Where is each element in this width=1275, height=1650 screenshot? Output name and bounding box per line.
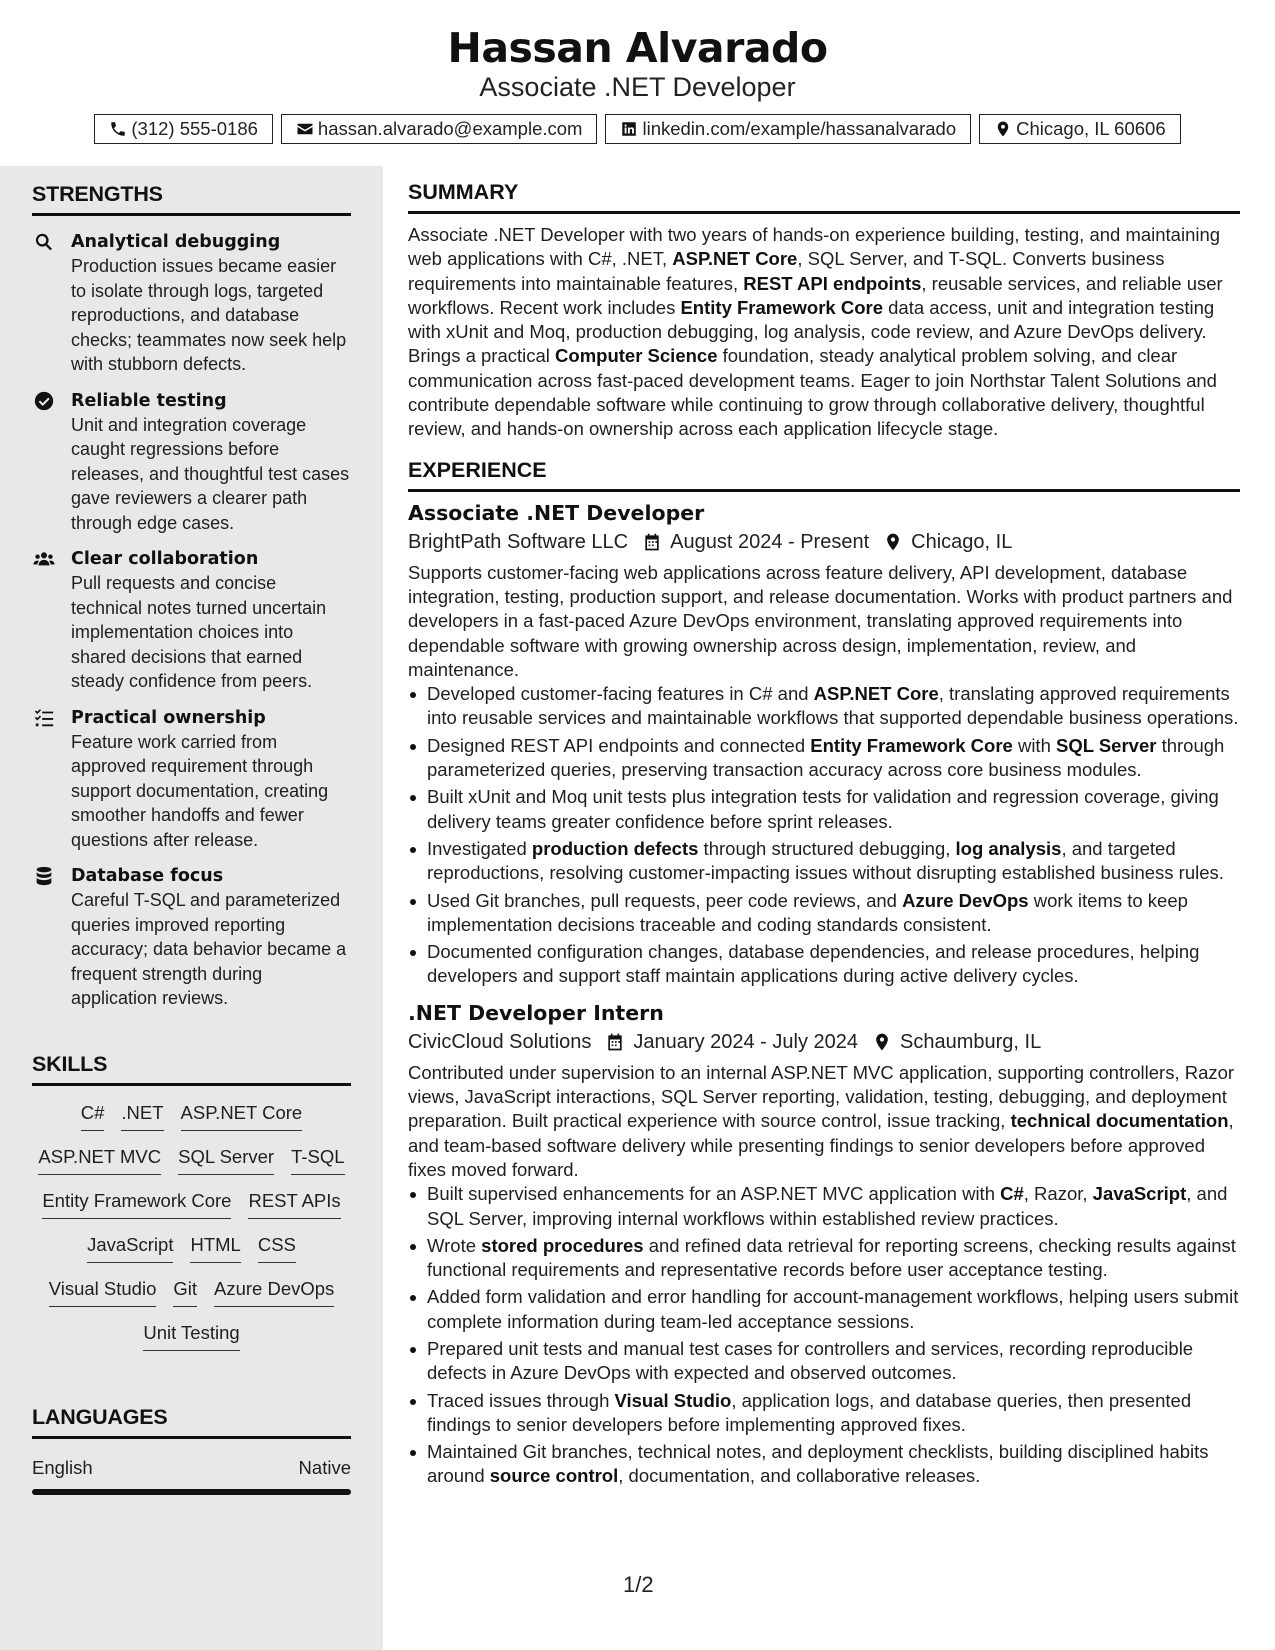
bullet-item: Investigated production defects through structured debugging, log analysis, and targeted reproductions, resolving customer-impacting issues without disrupting established business rules. [408,837,1240,886]
linkedin-icon [620,120,638,138]
bullet-item: Traced issues through Visual Studio, application logs, and database queries, then presented findings to senior developers before implementing approved fixes. [408,1389,1240,1438]
skill-tag: SQL Server [178,1145,274,1175]
page-number: 1/2 [623,1572,654,1597]
skill-tag: Git [173,1277,197,1307]
map-pin-icon [994,120,1012,138]
job-description: Contributed under supervision to an internal ASP.NET MVC application, supporting controllers, Razor views, JavaScript interactions, SQL Server reporting, validation, testing, debugging, and deployment preparation. Built practical experience with source control, issue tracking, technical documentation, and team-based software delivery while presenting findings to senior developers before approved fixes moved forward. [408,1061,1235,1180]
bullet-item: Built supervised enhancements for an ASP.NET MVC application with C#, Razor, JavaScript, and SQL Server, improving internal workflows within established review practices. [408,1182,1240,1231]
job-description: Supports customer-facing web applications across feature delivery, API development, database integration, testing, production support, and release documentation. Works with product partners and developers in a fast-paced Azure DevOps environment, translating approved requirements into dependable software with growing ownership across design, implementation, review, and maintenance. [408,561,1233,680]
list-check-icon [33,707,55,729]
job-dates: January 2024 - July 2024 [633,1030,859,1053]
main-column [408,180,1240,1492]
job-entry [408,499,1240,989]
skill-tag: .NET [121,1101,163,1131]
map-pin-icon [872,1032,892,1052]
phone-text: (312) 555-0186 [131,118,258,139]
emphasis-text: SQL Server [1056,734,1157,756]
emphasis-text: REST API endpoints [743,272,922,294]
language-name: English [32,1457,93,1478]
strength-title: Clear collaboration [71,549,259,569]
emphasis-text: stored procedures [481,1234,644,1256]
bullet-item: Used Git branches, pull requests, peer code reviews, and Azure DevOps work items to keep implementation decisions traceable and coding standards consistent. [408,889,1240,938]
strength-title: Reliable testing [71,390,227,411]
strengths-heading: STRENGTHS [32,182,351,216]
emphasis-text: Entity Framework Core [810,734,1013,756]
emphasis-text: Entity Framework Core [680,296,883,318]
emphasis-text: log analysis [955,837,1062,859]
job-bullets [408,1182,1240,1489]
strength-desc: Unit and integration coverage caught regressions before releases, and thoughtful test cases gave reviewers a clearer path through edge cases. [71,414,350,533]
languages-section [32,1405,351,1495]
emphasis-text: ASP.NET Core [813,683,939,705]
job-bullets [408,682,1240,989]
skill-tag: ASP.NET Core [181,1101,303,1131]
skills-heading: SKILLS [32,1052,351,1086]
database-icon [33,865,55,887]
strength-desc: Production issues became easier to isolate through logs, targeted reproductions, and database checks; teammates now seek help with stubborn defects. [71,256,347,374]
skills-section [32,1052,351,1351]
skill-tag: REST APIs [248,1189,340,1219]
language-level: Native [298,1457,351,1478]
skill-tag: Entity Framework Core [42,1189,231,1219]
summary-text: Associate .NET Developer with two years of hands-on experience building, testing, and maintaining web applications with C#, .NET, ASP.NET Core, SQL Server, and T-SQL. Converts business requirements into maintainable features, REST API endpoints, reusable services, and reliable user workflows. Recent work includes Entity Framework Core data access, unit and integration testing with xUnit and Moq, production debugging, log analysis, code review, and Azure DevOps delivery. Brings a practical Computer Science foundation, steady analytical problem solving, and clear communication across fast-paced development teams. Eager to join Northstar Talent Solutions and contribute dependable software while continuing to grow through collaborative delivery, thoughtful review, and hands-on ownership across each application lifecycle stage. [408,224,1223,440]
skill-tag: CSS [258,1233,296,1263]
bullet-item: Built xUnit and Moq unit tests plus integration tests for validation and regression coverage, giving delivery teams greater confidence before sprint releases. [408,785,1240,834]
envelope-icon [296,120,314,138]
emphasis-text: C# [1000,1183,1024,1205]
job-company: CivicCloud Solutions [408,1030,592,1053]
candidate-title: Associate .NET Developer [479,72,796,102]
summary-heading: SUMMARY [408,180,1240,214]
contact-linkedin[interactable] [605,114,971,144]
job-entry [408,999,1240,1489]
bullet-item: Designed REST API endpoints and connected Entity Framework Core with SQL Server through parameterized queries, preserving transaction accuracy across core business modules. [408,734,1240,783]
strength-item [32,230,351,377]
languages-heading: LANGUAGES [32,1405,351,1439]
skills-list [32,1101,351,1351]
job-meta [408,527,1240,557]
skill-tag: Visual Studio [49,1277,157,1307]
contact-email[interactable] [281,114,598,144]
emphasis-text: source control [489,1465,619,1487]
contact-phone[interactable] [94,114,273,144]
job-title: .NET Developer Intern [408,1000,664,1025]
contact-location [979,114,1180,144]
skill-tag: C# [81,1101,105,1131]
strengths-section [32,182,351,1011]
skill-tag: Azure DevOps [214,1277,334,1307]
skill-tag: JavaScript [87,1233,173,1263]
calendar-icon [605,1032,625,1052]
bullet-item: Wrote stored procedures and refined data retrieval for reporting screens, checking results against functional requirements and representative records before user acceptance testing. [408,1234,1240,1283]
sidebar [0,166,383,1650]
strength-item [32,547,351,694]
job-dates: August 2024 - Present [670,530,870,553]
contact-bar [0,114,1275,144]
strength-desc: Feature work carried from approved requirement through support documentation, creating smoother handoffs and fewer questions after release. [71,731,329,850]
strength-desc: Pull requests and concise technical notes turned uncertain implementation choices into shared decisions that earned steady confidence from peers. [71,573,327,691]
language-row [32,1457,351,1479]
strength-desc: Careful T-SQL and parameterized queries improved reporting accuracy; data behavior became a frequent strength during application reviews. [71,890,347,1008]
emphasis-text: Computer Science [555,345,718,367]
language-proficiency-bar [32,1489,351,1495]
skill-tag: HTML [190,1233,240,1263]
experience-heading: EXPERIENCE [408,458,1240,492]
check-circle-icon [33,390,55,412]
strength-title: Database focus [71,866,224,886]
resume-header [0,22,1275,144]
strength-title: Practical ownership [71,707,266,728]
linkedin-text: linkedin.com/example/hassanalvarado [642,118,957,139]
search-icon [33,231,55,253]
job-meta [408,1027,1240,1057]
users-icon [33,548,55,570]
skill-tag: T-SQL [291,1145,344,1175]
job-location: Chicago, IL [911,530,1013,553]
phone-icon [109,120,127,138]
map-pin-icon [883,532,903,552]
emphasis-text: production defects [531,837,699,859]
bullet-item: Developed customer-facing features in C# and ASP.NET Core, translating approved requirements into reusable services and maintainable workflows that supported dependable business operations. [408,682,1240,731]
strength-item [32,864,351,1011]
job-location: Schaumburg, IL [900,1030,1042,1053]
strength-item [32,389,351,536]
emphasis-text: Azure DevOps [902,889,1029,911]
job-title: Associate .NET Developer [408,500,705,525]
strength-item [32,706,351,853]
candidate-name: Hassan Alvarado [447,24,828,72]
skill-tag: ASP.NET MVC [38,1145,161,1175]
emphasis-text: JavaScript [1092,1183,1187,1205]
location-text: Chicago, IL 60606 [1016,118,1166,139]
bullet-item: Documented configuration changes, database dependencies, and release procedures, helping developers and support staff maintain applications during active delivery cycles. [408,940,1240,989]
job-company: BrightPath Software LLC [408,530,629,553]
emphasis-text: ASP.NET Core [672,248,798,270]
calendar-icon [642,532,662,552]
bullet-item: Added form validation and error handling for account-management workflows, helping users submit complete information during team-led acceptance sessions. [408,1285,1240,1334]
email-text: hassan.alvarado@example.com [317,118,583,139]
bullet-item: Maintained Git branches, technical notes, and deployment checklists, building disciplined habits around source control, documentation, and collaborative releases. [408,1440,1240,1489]
emphasis-text: technical documentation [1010,1110,1229,1132]
skill-tag: Unit Testing [143,1321,239,1351]
bullet-item: Prepared unit tests and manual test cases for controllers and services, recording reproducible defects in Azure DevOps with expected and observed outcomes. [408,1337,1240,1386]
strength-title: Analytical debugging [71,232,281,252]
emphasis-text: Visual Studio [614,1389,732,1411]
